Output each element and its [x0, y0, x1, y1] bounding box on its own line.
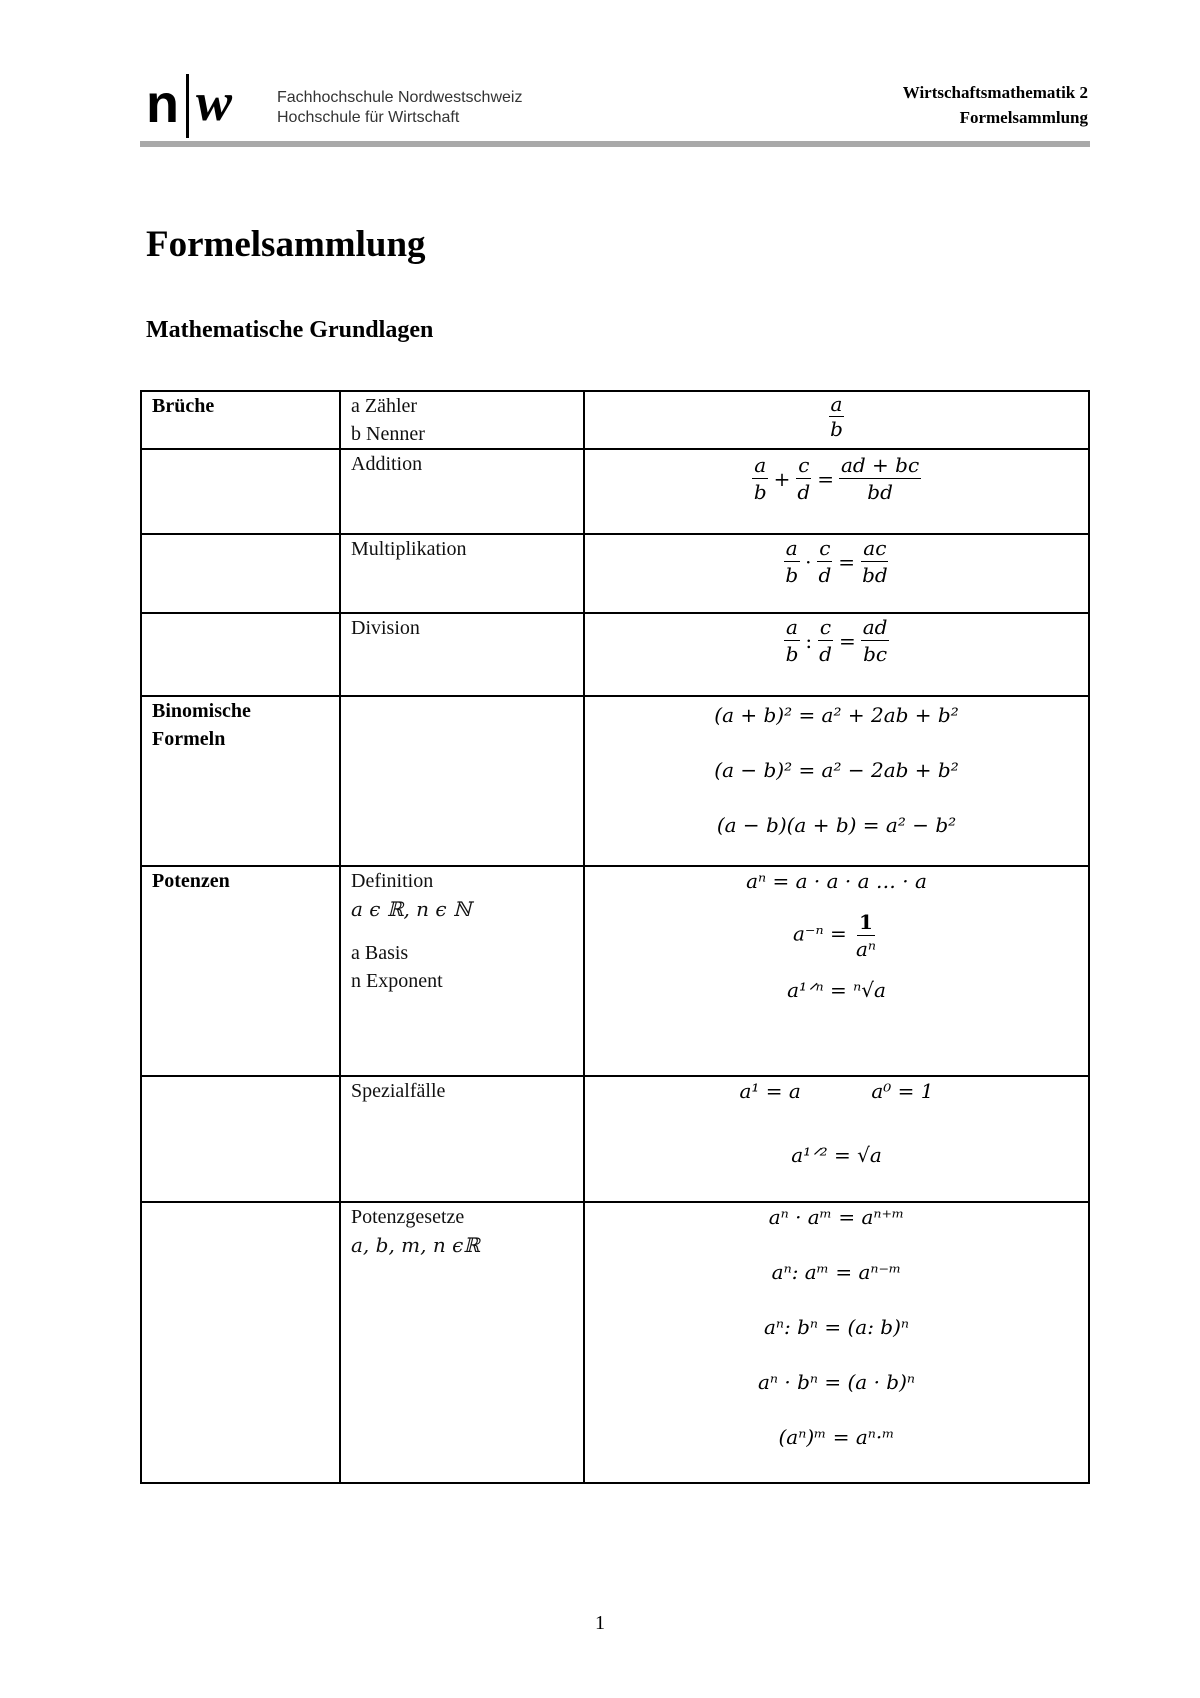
numerator: c — [798, 453, 810, 477]
denominator: bd — [862, 563, 888, 587]
numerator: a — [830, 392, 843, 416]
times-operator: · — [805, 549, 812, 574]
root-exponent: a¹ᐟⁿ = ⁿ√a — [787, 978, 886, 1002]
table-row-potenzen-definition — [141, 866, 1089, 1076]
fraction-right — [817, 614, 834, 667]
formula-cell — [584, 696, 1089, 866]
spacer — [585, 962, 1088, 976]
fraction-left — [752, 452, 769, 505]
topic-formeln: Formeln — [152, 728, 226, 750]
topic-cell — [141, 391, 340, 449]
logo-letter-n: n — [146, 74, 178, 134]
binomial-formula-2: (a − b)² = a² − 2ab + b² — [714, 758, 959, 782]
formula-cell — [584, 534, 1089, 613]
denominator: b — [830, 417, 843, 441]
power-zero: a⁰ = 1 — [871, 1079, 934, 1103]
section-title: Mathematische Grundlagen — [146, 317, 434, 343]
course-line-2: Formelsammlung — [959, 108, 1088, 127]
equals-sign: = — [838, 628, 856, 653]
power-definition: aⁿ = a · a · a … · a — [746, 869, 927, 893]
plus-operator: + — [773, 466, 791, 491]
formula-cell — [584, 866, 1089, 1076]
denominator: b — [785, 563, 799, 587]
numerator: 1 — [859, 910, 873, 934]
desc-basis: a Basis — [351, 942, 409, 964]
spacer — [585, 895, 1088, 909]
table-row-division — [141, 613, 1089, 696]
desc-addition: Addition — [351, 453, 423, 475]
logo-divider — [186, 74, 189, 138]
fraction-result — [861, 614, 890, 667]
desc-domain: a ϵ ℝ, n ϵ ℕ — [351, 897, 472, 921]
topic-cell-empty — [141, 613, 340, 696]
equals-sign: = — [838, 549, 856, 574]
desc-potenzgesetze: Potenzgesetze — [351, 1206, 465, 1228]
spacer — [585, 729, 1088, 756]
topic-cell-empty — [141, 449, 340, 534]
denominator: bd — [867, 480, 893, 504]
desc-variables: a, b, m, n ϵℝ — [351, 1233, 480, 1257]
formula-cell — [584, 449, 1089, 534]
law-power-of-power: (aⁿ)ᵐ = aⁿ·ᵐ — [778, 1425, 895, 1449]
topic-potenzen: Potenzen — [152, 870, 230, 892]
page-title: Formelsammlung — [146, 224, 426, 265]
negative-exponent-lhs: a⁻ⁿ = — [793, 921, 847, 946]
description-cell — [340, 391, 584, 449]
fraction-right — [816, 535, 833, 588]
table-row-potenzgesetze — [141, 1202, 1089, 1483]
law-quotient-same-exponent: aⁿ: bⁿ = (a: b)ⁿ — [763, 1315, 910, 1339]
denominator: b — [753, 480, 767, 504]
numerator: a — [785, 536, 798, 560]
description-cell — [340, 613, 584, 696]
negative-exponent — [585, 909, 1088, 962]
logo-letter-w: w — [196, 72, 233, 132]
desc-zaehler: a Zähler — [351, 395, 418, 417]
power-one: a¹ = a — [739, 1079, 801, 1103]
equals-sign: = — [817, 466, 834, 491]
topic-cell-empty — [141, 1076, 340, 1202]
spacer — [585, 1341, 1088, 1368]
fraction-a-over-b — [828, 392, 845, 441]
description-cell-empty — [340, 696, 584, 866]
denominator: d — [818, 563, 832, 587]
institution-line-1: Fachhochschule Nordwestschweiz — [277, 89, 523, 106]
formula-cell — [584, 391, 1089, 449]
denominator: b — [785, 642, 799, 666]
topic-cell-empty — [141, 534, 340, 613]
table-row-addition — [141, 449, 1089, 534]
topic-binomische: Binomische — [152, 700, 251, 722]
spacer — [585, 1231, 1088, 1258]
desc-division: Division — [351, 617, 420, 639]
formula-cell — [584, 613, 1089, 696]
spacer — [585, 1396, 1088, 1423]
course-line-1: Wirtschaftsmathematik 2 — [902, 83, 1088, 102]
denominator: aⁿ — [855, 937, 876, 961]
description-cell — [340, 534, 584, 613]
desc-exponent: n Exponent — [351, 970, 443, 992]
fraction-left — [784, 614, 801, 667]
formula-cell — [584, 1076, 1089, 1202]
table-row-multiplikation — [141, 534, 1089, 613]
numerator: ad + bc — [840, 453, 920, 477]
spacer — [585, 784, 1088, 811]
special-cases-line — [585, 1077, 1088, 1105]
denominator: d — [797, 480, 811, 504]
fraction-left — [783, 535, 800, 588]
topic-cell — [141, 696, 340, 866]
institution-name — [277, 88, 522, 128]
spacer — [585, 1105, 1088, 1141]
law-product-same-exponent: aⁿ · bⁿ = (a · b)ⁿ — [758, 1370, 915, 1394]
law-quotient: aⁿ: aᵐ = aⁿ⁻ᵐ — [771, 1260, 902, 1284]
formula-cell — [584, 1202, 1089, 1483]
table-row-spezialfaelle — [141, 1076, 1089, 1202]
fraction-one-over-an — [854, 909, 878, 962]
binomial-formula-3: (a − b)(a + b) = a² − b² — [716, 813, 957, 837]
law-product: aⁿ · aᵐ = aⁿ⁺ᵐ — [768, 1205, 905, 1229]
desc-spezialfaelle: Spezialfälle — [351, 1080, 446, 1102]
fraction-right — [795, 452, 812, 505]
fraction-result — [839, 452, 921, 505]
spacer — [585, 1286, 1088, 1313]
desc-multiplikation: Multiplikation — [351, 538, 467, 560]
page-number: 1 — [595, 1612, 605, 1634]
square-root-exponent: a¹ᐟ² = √a — [791, 1143, 882, 1167]
numerator: a — [786, 615, 798, 639]
numerator: a — [754, 453, 767, 477]
denominator: bc — [863, 642, 888, 666]
fraction-result — [860, 535, 890, 588]
course-header — [903, 80, 1088, 130]
header-rule — [140, 141, 1090, 147]
table-row-brueche — [141, 391, 1089, 449]
desc-nenner: b Nenner — [351, 423, 425, 445]
denominator: d — [819, 642, 832, 666]
description-cell — [340, 449, 584, 534]
description-cell — [340, 1076, 584, 1202]
description-cell — [340, 1202, 584, 1483]
topic-cell — [141, 866, 340, 1076]
spacer — [351, 923, 573, 939]
numerator: c — [819, 615, 832, 639]
desc-definition: Definition — [351, 870, 434, 892]
divide-operator: : — [805, 628, 813, 653]
formula-table — [140, 390, 1090, 1484]
topic-cell-empty — [141, 1202, 340, 1483]
topic-brueche: Brüche — [152, 395, 215, 417]
binomial-formula-1: (a + b)² = a² + 2ab + b² — [714, 703, 959, 727]
table-row-binomisch — [141, 696, 1089, 866]
numerator: ac — [863, 536, 887, 560]
numerator: ad — [862, 615, 888, 639]
institution-line-2: Hochschule für Wirtschaft — [277, 109, 460, 126]
description-cell — [340, 866, 584, 1076]
numerator: c — [819, 536, 831, 560]
